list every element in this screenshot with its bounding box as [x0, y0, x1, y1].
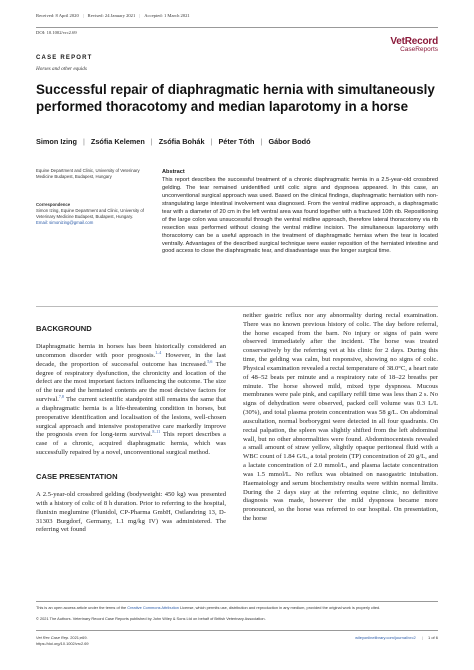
body-column-right: [243, 312, 438, 524]
body-text: Diaphragmatic hernia in horses has been historically considered an uncommon disorder with poor prognosis.: [36, 343, 226, 359]
citation-journal: Vet Rec Case Rep.: [36, 635, 70, 640]
author-separator: |: [210, 137, 213, 146]
copyright-notice: © 2021 The Authors. Veterinary Record Case Reports published by John Wiley & Sons Ltd on behalf of British Veterinary Association.: [36, 616, 266, 621]
author-name[interactable]: Zsófia Bohák: [158, 137, 205, 146]
case-paragraph-continued: neither gastric reflux nor any abnormality during rectal examination. There was no known previous history of colic. The day before referral, the horse escaped from the barn. No injury or signs of pain were observed immediately after the incident. The horse was treated conservatively by the referring vet at his clinic for 2 days. During this time, the gelding was calm, but responsive, showing no signs of colic. Physical examination revealed a rectal temperature of 38.0°C, a heart rate of 48–52 beats per minute and a respiratory rate of 18–22 breaths per minute. The horse showed mild, mixed type dyspnoea. Mucous membranes were pale pink, and capillary refill time was less than 2 s. No signs of dehydration were observed, packed cell volume was 0.3 L/L (30%), and total plasma protein concentration was 58 g/L. On abdominal auscultation, normal borborygmi were detected in all four quadrants. On rectal palpation, the spleen was slightly shifted from the left abdominal wall, but no other abnormalities were found. Abdominocentesis revealed a small amount of straw yellow, slightly opaque peritoneal fluid with a WBC count of 1.84 G/L, a total protein (TP) concentration of 20 g/L, and a lactate concentration of 2.0 mmol/L, and plasma lactate concentration was 1.5 mmol/L. No reflux was obtained on nasogastric intubation. Haematology and serum biochemistry results were within normal limits. During the 2 days stay at the referring equine clinic, no definitive diagnosis was made, however the mild dyspnoea became more pronounced, so the horse was referred to our hospital. On presentation, the horse: [243, 312, 438, 523]
license-notice: [36, 605, 438, 610]
page-info: [355, 635, 438, 640]
page-separator: |: [421, 635, 423, 640]
section-divider: [36, 306, 438, 307]
reference-link[interactable]: 8–11: [152, 429, 161, 435]
author-name[interactable]: Gábor Bodó: [268, 137, 311, 146]
author-separator: |: [260, 137, 263, 146]
reference-link[interactable]: 1–4: [155, 349, 162, 355]
author-name[interactable]: Péter Tóth: [218, 137, 255, 146]
citation: [36, 635, 88, 640]
body-text: This report describes a case of a chronic, acquired diaphragmatic hernia, which was successfully repaired by a novel, unconventional surgical method.: [36, 431, 226, 457]
article-type: CASE REPORT: [36, 55, 93, 61]
journal-subname: CaseReports: [400, 46, 438, 53]
correspondence-address: Simon Izing, Equine Department and Clinic, University of Veterinary Medicine Budapest, Budapest, Hungary.: [36, 208, 144, 219]
abstract-text: This report describes the successful treatment of a chronic diaphragmatic hernia in a 2.5-year-old crossbred gelding. The tear remained unidentified until colic signs and dyspnoea appeared. In this case, an unconventional surgical approach was used. Based on the clinical findings, diaphragmatic herniation with non-strangulating large intestinal involvement was diagnosed. From the ventral midline approach, a diaphragmatic tear with a diameter of 20 cm in the left ventral area was found together with a fractured 10th rib. Repositioning of the large colon was unsuccessful through the ventral midline approach, therefore lateral thoracotomy via rib resection was performed without closing the ventral midline incision. The simultaneous laparotomy with thoracotomy can be a useful approach in the treatment of diaphragmatic hernias when the tear is located ventrally. Advantages of the described surgical technique were easier reposition of the herniated intestine and good access to close the diaphragmatic tear, and disadvantage was the longer surgical time.: [162, 177, 438, 255]
footer-divider: [36, 601, 438, 602]
article-title: Successful repair of diaphragmatic hernia with simultaneously performed thoracotomy and median laparotomy in a horse: [36, 82, 435, 114]
article-dates: [36, 13, 190, 18]
body-column-left: [36, 324, 226, 535]
correspondence-email[interactable]: Email: simonizing@gmail.com: [36, 219, 94, 225]
journal-name: VetRecord: [390, 36, 438, 47]
author-separator: |: [82, 137, 85, 146]
affiliation: Equine Department and Clinic, University of Veterinary Medicine Budapest, Budapest, Hungary: [36, 168, 140, 179]
case-paragraph: A 2.5-year-old crossbred gelding (bodyweight: 450 kg) was presented with a history of colic of 8 h duration. Prior to referring to the hospital, flunixin meglumine (Flunidol, CP-Pharma GmbH, Ostlandring 13, D-31303 Burgdorf, Germany, 1.1 mg/kg IV) was administered. The referring vet found: [36, 491, 226, 534]
date-separator: |: [139, 13, 141, 18]
reference-link[interactable]: 7,8: [58, 393, 64, 399]
footer-divider: [36, 630, 438, 631]
abstract-heading: Abstract: [162, 169, 185, 175]
author-name[interactable]: Zsófia Kelemen: [90, 137, 145, 146]
body-text: The degree of respiratory dysfunction, the chronicity and location of the defect are the most important factors influencing the outcome. The size of the tear and the herniated contents are the most decisive factors for survival.: [36, 360, 226, 404]
citation-doi[interactable]: https://doi.org/10.1002/vrc2.69: [36, 641, 89, 646]
citation-issue: 2021;e69.: [69, 635, 88, 640]
accepted-date: Accepted: 1 March 2021: [144, 13, 190, 18]
correspondence-heading: Correspondence: [36, 202, 71, 207]
journal-url[interactable]: wileyonlinelibrary.com/journal/vrc2: [355, 635, 416, 640]
background-heading: BACKGROUND: [36, 324, 92, 333]
revised-date: Revised: 24 January 2021: [87, 13, 136, 18]
license-link[interactable]: Creative Commons Attribution: [127, 605, 179, 610]
body-text: The current scientific standpoint still remains the same that a diaphragmatic hernia is a life-threatening condition in horses, but preoperative identification and localisation of the lesions, well-chosen surgical approach and intensive postoperative care markedly improve the prognosis even for long-term survival.: [36, 396, 226, 439]
author-name[interactable]: Simon Izing: [36, 137, 77, 146]
header-divider: [36, 27, 438, 28]
reference-link[interactable]: 5,6: [207, 358, 213, 364]
received-date: Received: 8 April 2020: [36, 13, 79, 18]
date-separator: |: [82, 13, 84, 18]
journal-logo[interactable]: [390, 36, 438, 53]
body-text: However, in the last decade, the proportion of successful outcome has increased.: [36, 352, 226, 368]
author-list: [36, 137, 311, 146]
author-separator: |: [150, 137, 153, 146]
case-presentation-heading: CASE PRESENTATION: [36, 471, 118, 481]
article-section: Horses and other equids: [36, 66, 87, 72]
license-text: License, which permits use, distribution and reproduction in any medium, provided the original work is properly cited.: [178, 605, 381, 610]
background-paragraph: [36, 343, 226, 458]
page-number: 1 of 6: [427, 635, 438, 640]
correspondence: [36, 208, 154, 225]
doi[interactable]: DOI: 10.1002/vrc2.69: [36, 30, 77, 35]
license-text: This is an open access article under the terms of the: [36, 605, 128, 610]
